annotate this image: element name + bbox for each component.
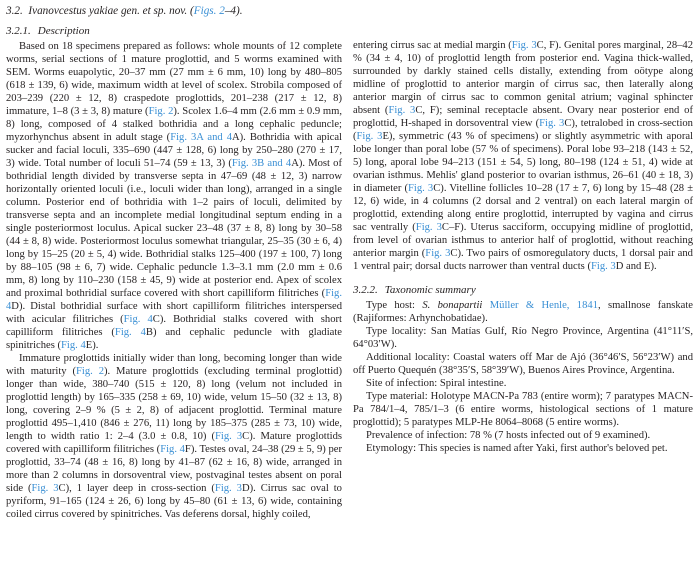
left-column xyxy=(6,24,342,521)
figure-link[interactable]: Fig. 3 xyxy=(356,131,383,142)
figure-link[interactable]: Fig. 3 xyxy=(590,261,616,272)
figure-link[interactable]: Fig. 3 xyxy=(511,40,537,51)
type-host-species: S. bonapartii xyxy=(422,300,483,311)
figure-link[interactable]: Fig. 3 xyxy=(408,183,434,194)
figure-link[interactable]: Fig. 3 xyxy=(214,483,242,494)
description-paragraph-2: Immature proglottids initially wider than long, becoming longer than wide with maturity (Fig. 2). Mature proglottids (excluding terminal proglottid) longer than wide, 380–740 (515 ± 120, 8) long (velum not included in proglottid length) by 165–335 (258 ± 69, 10) wide, velum 15–50 (32 ± 13, 8) long, covering 2–9 % (5 ± 2, 8) of adjacent proglottid. Terminal mature proglottid 495–1,410 (846 ± 276, 11) long by 185–375 (285 ± 73, 10) wide, length to width ratio 1: 2–4 (3.0 ± 0.8, 10) (Fig. 3C). Mature proglottids covered with capilliform filitriches (Fig. 4F). Testes oval, 24–38 (29 ± 5, 9) per proglottid, 33–74 (48 ± 16, 8) long by 41–87 (62 ± 16, 8) wide, arranged in more than 2 columns in dorsoventral view, postvaginal testes absent on poral side (Fig. 3C), 1 layer deep in cross-section (Fig. 3D). Cirrus sac oval to pyriform, 91–165 (124 ± 26, 6) long by 45–80 (61 ± 13, 6) wide, containing coiled cirrus covered by spinitriches. Vas deferens dorsal, highly coiled, xyxy=(6,353,342,520)
site-of-infection: Site of infection: Spiral intestine. xyxy=(366,378,507,389)
type-host-label: Type host: xyxy=(366,300,423,311)
taxonomic-summary-heading-text: Taxonomic summary xyxy=(384,284,476,296)
prevalence: Prevalence of infection: 78 % (7 hosts infected out of 9 examined). xyxy=(366,430,651,441)
taxonomic-summary-number: 3.2.2. xyxy=(353,284,378,296)
figs-link[interactable]: Figs. 2 xyxy=(193,5,225,17)
figure-link[interactable]: Fig. 3 xyxy=(388,105,416,116)
figure-link[interactable]: Fig. 3B and 4 xyxy=(231,158,292,169)
type-locality: Type locality: San Matías Gulf, Río Negro Province, Argentina (41°11′S, 64°03′W). xyxy=(353,326,693,350)
figure-link[interactable]: Fig. 2 xyxy=(76,366,104,377)
figure-link[interactable]: Fig. 4 xyxy=(61,340,86,351)
figure-link[interactable]: Fig. 3 xyxy=(31,483,59,494)
description-heading-text: Description xyxy=(37,25,90,37)
type-host-tail: , smallnose fanskate (Rajiformes: Arhynchobatidae). xyxy=(353,300,694,324)
section-title xyxy=(6,4,243,18)
type-host-authority-link[interactable]: Müller & Henle, 1841 xyxy=(489,300,598,311)
taxonomic-summary-heading xyxy=(353,283,693,297)
section-title-tail: –4). xyxy=(224,5,243,17)
additional-locality: Additional locality: Coastal waters off Mar de Ajó (36°46′S, 56°23′W) and off Puerto Quequén (38°35′S, 58°39′W), Buenos Aires Province, Argentina. xyxy=(353,352,693,376)
figure-link[interactable]: Fig. 4 xyxy=(6,288,342,312)
figure-link[interactable]: Fig. 4 xyxy=(123,314,153,325)
figure-link[interactable]: Fig. 2 xyxy=(148,106,174,117)
figure-link[interactable]: Fig. 3 xyxy=(539,118,565,129)
figure-link[interactable]: Fig. 3 xyxy=(215,431,243,442)
type-host xyxy=(353,299,693,325)
section-gap xyxy=(353,273,693,283)
etymology: Etymology: This species is named after Yaki, first author's beloved pet. xyxy=(366,443,668,454)
section-number: 3.2. xyxy=(6,5,23,17)
right-column xyxy=(353,39,693,455)
figure-link[interactable]: Fig. 4 xyxy=(160,444,185,455)
figure-link[interactable]: Fig. 3 xyxy=(425,248,451,259)
description-number: 3.2.1. xyxy=(6,25,31,37)
figure-link[interactable]: Fig. 4 xyxy=(114,327,146,338)
section-title-text: Ivanovcestus yakiae gen. et sp. nov. ( xyxy=(28,5,194,17)
description-heading xyxy=(6,24,342,38)
type-material: Type material: Holotype MACN-Pa 783 (entire worm); 7 paratypes MACN-Pa 784/1–4, 785/1–3 (6 entire worms, histological sections of 1 mature proglottid); 5 paratypes MLP-He 8064–8068 (5 entire worms). xyxy=(353,391,693,428)
figure-link[interactable]: Fig. 3A and 4 xyxy=(170,132,232,143)
figure-link[interactable]: Fig. 3 xyxy=(415,222,442,233)
description-paragraph-1: Based on 18 specimens prepared as follows: whole mounts of 12 complete worms, serial sections of 1 mature proglottid, and 5 worms examined with SEM. Worms euapolytic, 20–37 mm (27 mm ± 6 mm, 10) long by 480–805 (618 ± 139, 6) wide, maximum width at level of scolex. Strobila composed of 203–239 (220 ± 12, 8) craspedote proglottids, 201–238 (217 ± 12, 8) immature, 1–8 (3 ± 3, 8) mature (Fig. 2). Scolex 1.6–4 mm (2.6 mm ± 0.9 mm, 8) long, composed of 4 stalked bothridia and a long cephalic peduncle; myzorhynchus absent in adult stage (Fig. 3A and 4A). Bothridia with apical sucker and facial loculi, 335–690 (447 ± 128, 6) long by 250–280 (270 ± 17, 3) wide. Total number of loculi 51–74 (59 ± 13, 3) (Fig. 3B and 4A). Most of bothridial length divided by transverse septa in 47–69 (48 ± 12, 3) narrow horizontally oriented loculi (i.e., loculi wider than long), arranged in a single column. Posterior end of bothridia with 1–2 pairs of loculi, delimited by transverse septa and an incomplete medial longitudinal septum ending in a single posteriormost loculus. Apical sucker 23–48 (37 ± 8, 8) long by 30–58 (44 ± 8, 8) wide. Posteriormost loculus somewhat triangular, 25–35 (30 ± 6, 4) long by 15–25 (20 ± 5, 4) wide. Bothridial stalks 125–400 (197 ± 100, 7) long by 88–105 (98 ± 6, 7) wide. Cephalic peduncle 1.3–3.1 mm (2.0 mm ± 0.6 mm, 8) long by 110–230 (158 ± 45, 9) wide at posterior end. Apex of scolex and proximal bothridial surface covered with short capilliform filitriches (Fig. 4D). Distal bothridial surface with short capilliform filitriches interspersed with acicular filitriches (Fig. 4C). Bothridial stalks covered with short capilliform filitriches (Fig. 4B) and cephalic peduncle with gladiate spinitriches (Fig. 4E). xyxy=(6,41,343,351)
description-paragraph-2-continued: entering cirrus sac at medial margin (Fig. 3C, F). Genital pores marginal, 28–42 % (34 ± 4, 10) of proglottid length from posterior end. Vagina thick-walled, surrounded by darkly stained cells distally, extending from oötype along midline of proglottid to anterior margin of cirrus sac, then laterally along anterior margin of cirrus sac to common genital atrium; vaginal sphincter absent (Fig. 3C, F); seminal receptacle absent. Ovary near posterior end of proglottid, H-shaped in dorsoventral view (Fig. 3C), tetralobed in cross-section (Fig. 3E), symmetric (43 % of specimens) or slightly asymmetric with aporal lobe longer than poral lobe (57 % of specimens). Poral lobe 93–218 (143 ± 52, 5) long, aporal lobe 94–213 (151 ± 54, 5) long, 80–198 (124 ± 51, 4) wide at ovarian isthmus. Mehlis' gland posterior to ovarian isthmus, 26–61 (40 ± 18, 3) in diameter (Fig. 3C). Vitelline follicles 10–28 (17 ± 7, 6) long by 15–48 (28 ± 12, 6) wide, in 4 columns (2 dorsal and 2 ventral) on each lateral margin of proglottid, extending along entire proglottid, interrupted by vagina and cirrus sac ventrally (Fig. 3C–F). Uterus sacciform, occupying midline of proglottid, from level of ovarian isthmus to anterior half of proglottid, without reaching anterior margin (Fig. 3C). Two pairs of osmoregulatory ducts, 1 dorsal pair and 1 ventral pair; dorsal ducts narrower than ventral ducts (Fig. 3D and E). xyxy=(353,40,694,272)
